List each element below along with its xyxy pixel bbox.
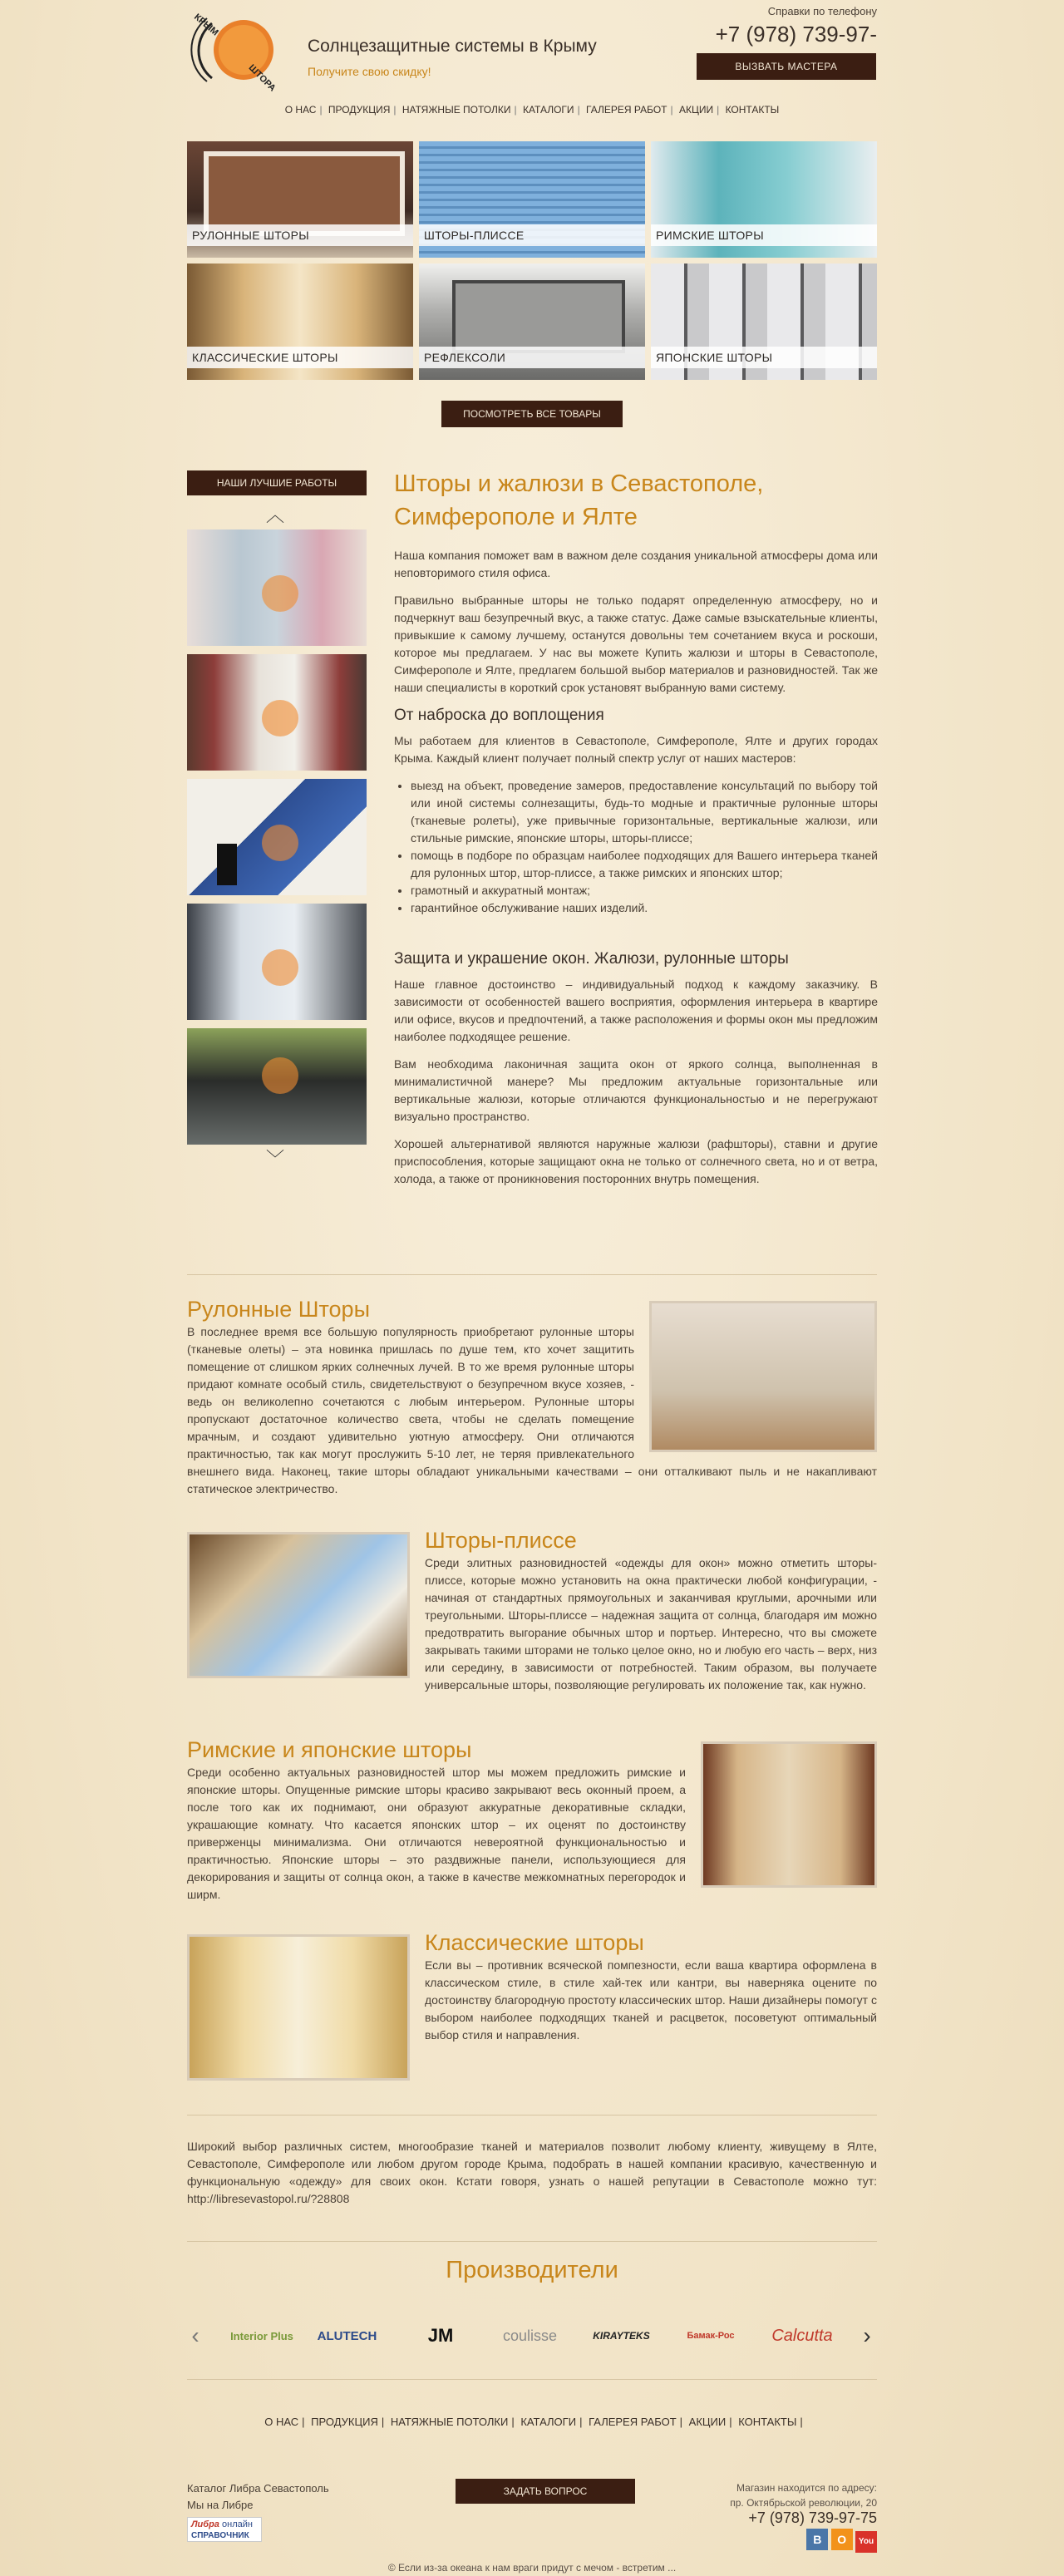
- footer-phone[interactable]: +7 (978) 739-97-75: [748, 2510, 877, 2526]
- header-phone[interactable]: +7 (978) 739-97-: [715, 22, 877, 47]
- logo[interactable]: [187, 12, 287, 94]
- paragraph: Хорошей альтернативой являются наружные жалюзи (рафшторы), ставни и другие приспособления, которые защищают окна не только от солнечного света, но и от ветра, холода, а также от проникновения посторонних внутрь помещения.: [394, 1137, 878, 1185]
- help-label: Справки по телефону: [767, 5, 877, 17]
- section-classic: [187, 1930, 877, 2087]
- plisse-image: [187, 1532, 410, 1678]
- libra-badge-name: Либра: [191, 2519, 219, 2529]
- brands-carousel: [187, 2319, 877, 2352]
- product-label: КЛАССИЧЕСКИЕ ШТОРЫ: [192, 351, 338, 364]
- main-content: [394, 467, 878, 1198]
- nav-about[interactable]: О НАС: [284, 104, 317, 116]
- libra-badge-sub: СПРАВОЧНИК: [191, 2531, 249, 2540]
- gallery-thumb[interactable]: [187, 654, 367, 771]
- brand-logo[interactable]: KIRAYTEKS: [593, 2330, 650, 2342]
- libre-paragraph: [187, 2138, 877, 2208]
- best-works-title: НАШИ ЛУЧШИЕ РАБОТЫ: [187, 470, 367, 495]
- roller-title: Рулонные Шторы: [187, 1297, 370, 1322]
- product-tile-japanese[interactable]: [651, 264, 877, 380]
- main-heading: Шторы и жалюзи в Севастополе, Симферополе и Ялте: [394, 470, 764, 530]
- libre-link[interactable]: http://libresevastopol.ru/?28808: [187, 2192, 350, 2205]
- product-tile-roller[interactable]: [187, 141, 413, 258]
- product-label: РЕФЛЕКСОЛИ: [424, 351, 506, 364]
- site-title: Солнцезащитные системы в Крыму: [308, 37, 597, 56]
- product-label: РИМСКИЕ ШТОРЫ: [656, 229, 764, 242]
- footer-nav-promo[interactable]: АКЦИИ: [688, 2416, 727, 2428]
- gallery-thumb[interactable]: [187, 779, 367, 895]
- product-tile-roman[interactable]: [651, 141, 877, 258]
- social-icons: [730, 2529, 877, 2553]
- section-roller: [187, 1297, 877, 1498]
- product-tile-reflexol[interactable]: [419, 264, 645, 380]
- product-label: ЯПОНСКИЕ ШТОРЫ: [656, 351, 773, 364]
- divider: [187, 2379, 877, 2380]
- footer-nav: О НАС | ПРОДУКЦИЯ | НАТЯЖНЫЕ ПОТОЛКИ | КАТАЛОГИ | ГАЛЕРЕЯ РАБОТ | АКЦИИ | КОНТАКТЫ |: [0, 2416, 1064, 2428]
- paragraph: Вам необходима лаконичная защита окон от яркого солнца, выполненная в минималистичной манере? Мы предложим актуальные горизонтальные или вертикальные жалюзи, которые отличаются функциональностью и не перегружают визуально пространство.: [394, 1057, 878, 1123]
- footer-nav-catalogs[interactable]: КАТАЛОГИ: [520, 2416, 577, 2428]
- footer-links: [187, 2480, 329, 2542]
- plisse-title: Шторы-плиссе: [425, 1528, 577, 1553]
- classic-image: [187, 1934, 410, 2081]
- section-roman: [187, 1737, 877, 1904]
- paragraph: Наше главное достоинство – индивидуальный подход к каждому заказчику. В зависимости от особенностей вашего восприятия, оформления интерьера в квартире или офисе, вкусов и предпочтений, а также расположения и формы окон мы предложим наиболее подходящее решение.: [394, 978, 878, 1043]
- ask-question-button[interactable]: ЗАДАТЬ ВОПРОС: [456, 2479, 635, 2504]
- list-item: • гарантийное обслуживание наших изделий.: [411, 899, 878, 917]
- brand-logo[interactable]: ALUTECH: [317, 2328, 377, 2343]
- brand-logo[interactable]: JM: [427, 2325, 454, 2346]
- roman-text: Среди особенно актуальных разновидностей штор мы можем предложить римские и японские шторы. Опущенные римские шторы красиво закрывают весь оконный проем, а после того как их поднимают, они образуют аккуратные декоративные складки, украшающие комнату. Что касается японских штор – их оценят по достоинству приверженцы минимализма. Они отличаются невероятной функциональностью и практичностью. Японские шторы – это раздвижные панели, использующиеся для декорирования и защиты от солнца окон, а также в качестве межкомнатных перегородок и ширм.: [187, 1766, 686, 1901]
- section-heading: Защита и украшение окон. Жалюзи, рулонные шторы: [394, 950, 789, 968]
- divider: [187, 1274, 877, 1275]
- logo-text-side: ШТОРА: [246, 62, 278, 94]
- libra-badge-online: онлайн: [222, 2519, 253, 2529]
- brand-logo[interactable]: Calcutta: [771, 2326, 833, 2345]
- roller-image: [649, 1301, 877, 1452]
- brands-prev-arrow[interactable]: ‹: [191, 2322, 200, 2348]
- manufacturers-title: Производители: [446, 2257, 618, 2283]
- call-master-button[interactable]: ВЫЗВАТЬ МАСТЕРА: [697, 53, 876, 80]
- youtube-icon[interactable]: You: [855, 2531, 877, 2553]
- section-plisse: [187, 1528, 877, 1694]
- brand-logo[interactable]: coulisse: [502, 2327, 558, 2344]
- gallery-thumb[interactable]: [187, 1028, 367, 1145]
- vk-icon[interactable]: В: [806, 2529, 828, 2550]
- product-label: РУЛОННЫЕ ШТОРЫ: [192, 229, 309, 242]
- discount-link[interactable]: Получите свою скидку!: [308, 65, 431, 78]
- libre-text: Широкий выбор различных систем, многообразие тканей и материалов позволит любому клиенту, живущему в Ялте, Севастополе, Симферополе или любом другом городе Крыма, подобрать в нашей компании красивую, качественную и функциональную «одежду» для своих окон. Кстати говоря, узнать о нашей репутации в Севастополе можно тут:: [187, 2140, 877, 2188]
- address-label: Магазин находится по адресу:: [736, 2482, 877, 2494]
- libra-badge[interactable]: [187, 2517, 262, 2542]
- nav-contacts[interactable]: КОНТАКТЫ: [725, 104, 780, 116]
- view-all-button[interactable]: ПОСМОТРЕТЬ ВСЕ ТОВАРЫ: [441, 401, 623, 427]
- top-nav: О НАС | ПРОДУКЦИЯ | НАТЯЖНЫЕ ПОТОЛКИ | КАТАЛОГИ | ГАЛЕРЕЯ РАБОТ | АКЦИИ | КОНТАКТЫ: [0, 104, 1064, 116]
- nav-gallery[interactable]: ГАЛЕРЕЯ РАБОТ: [586, 104, 667, 116]
- plisse-text: Среди элитных разновидностей «одежды для окон» можно отметить шторы-плиссе, которые можно установить на окна практически любой конфигурации, - начиная от стандартных прямоугольных и заканчивая круглыми, арочными или треугольными. Шторы-плиссе – надежная защита от солнца, благодаря им можно предотвратить выгорание обычных штор и портьер. Интересно, что вы сможете закрывать такими шторами не только целое окно, но и любую его часть – верх, низ или середину, в зависимости от потребностей. Таким образом, вы получаете универсальные шторы, позволяющие регулировать их положение так, как нужно.: [425, 1556, 877, 1692]
- footer-contacts: [730, 2480, 877, 2553]
- carousel-down-arrow[interactable]: ﹀: [266, 1149, 285, 1170]
- divider: [187, 2241, 877, 2242]
- services-list: [394, 777, 878, 917]
- nav-ceilings[interactable]: НАТЯЖНЫЕ ПОТОЛКИ: [401, 104, 511, 116]
- footer-nav-ceilings[interactable]: НАТЯЖНЫЕ ПОТОЛКИ: [390, 2416, 509, 2428]
- gallery-thumb[interactable]: [187, 529, 367, 646]
- brands-next-arrow[interactable]: ›: [863, 2322, 871, 2348]
- section-heading: От наброска до воплощения: [394, 707, 604, 724]
- paragraph: Мы работаем для клиентов в Севастополе, Симферополе, Ялте и других городах Крыма. Каждый клиент получает полный спектр услуг от наших мастеров:: [394, 734, 878, 765]
- nav-catalogs[interactable]: КАТАЛОГИ: [522, 104, 574, 116]
- intro-paragraph: Наша компания поможет вам в важном деле создания уникальной атмосферы дома или неповторимого стиля офиса.: [394, 549, 878, 579]
- product-tile-plisse[interactable]: [419, 141, 645, 258]
- product-grid: [187, 141, 877, 380]
- address: пр. Октябрьской революции, 20: [730, 2497, 877, 2509]
- classic-title: Классические шторы: [425, 1930, 644, 1955]
- product-label: ШТОРЫ-ПЛИССЕ: [424, 229, 525, 242]
- classic-text: Если вы – противник всяческой помпезности, если ваша квартира оформлена в классическом стиле, в стиле хай-тек или кантри, вы наверняка оцените по достоинству благородную простоту классических штор. Наши дизайнеры помогут с выбором наиболее подходящих тканей и расцветок, посоветуют оптимальный выбор стиля и направления.: [425, 1958, 877, 2042]
- catalog-link[interactable]: Каталог Либра Севастополь: [187, 2482, 329, 2495]
- nav-products[interactable]: ПРОДУКЦИЯ: [328, 104, 391, 116]
- product-tile-classic[interactable]: [187, 264, 413, 380]
- nav-promo[interactable]: АКЦИИ: [678, 104, 714, 116]
- roman-title: Римские и японские шторы: [187, 1737, 472, 1762]
- footer-nav-about[interactable]: О НАС: [264, 2416, 299, 2428]
- carousel-up-arrow[interactable]: ︿: [266, 505, 285, 525]
- odnoklassniki-icon[interactable]: О: [831, 2529, 853, 2550]
- roman-image: [701, 1741, 877, 1888]
- brand-logo[interactable]: Interior Plus: [230, 2329, 293, 2342]
- list-item: • грамотный и аккуратный монтаж;: [411, 882, 878, 899]
- footer-nav-products[interactable]: ПРОДУКЦИЯ: [311, 2416, 378, 2428]
- list-item: • выезд на объект, проведение замеров, предоставление консультаций по выбору той или иной системы солнезащиты, будь-то модные и практичные рулонные шторы (тканевые ролеты), уже привычные горизонтальные, вертикальные жалюзи, или стильные римские, японские шторы, шторы-плиссе;: [411, 777, 878, 847]
- copyright: © Если из-за океана к нам враги придут с мечом - встретим ...: [387, 2562, 677, 2574]
- footer-nav-gallery[interactable]: ГАЛЕРЕЯ РАБОТ: [589, 2416, 677, 2428]
- logo-text-top: КРЫМ: [192, 12, 220, 38]
- libra-link[interactable]: Мы на Либре: [187, 2499, 254, 2511]
- gallery-thumb[interactable]: [187, 904, 367, 1020]
- brand-logo[interactable]: Бамак-Рос: [687, 2331, 735, 2341]
- paragraph: Правильно выбранные шторы не только подарят определенную атмосферу, но и подчеркнут ваш безупречный вкус, а также статус. Даже самые взыскательные клиенты, привыкшие к самому лучшему, останутся довольны тем сочетанием вкуса и роскоши, которое мы предлагаем. У нас вы можете Купить жалюзи и шторы в Севастополе, Симферополе и Ялте, предлагем большой выбор материалов и разновидностей. Так же наши специалисты в короткий срок установят выбранную вами систему.: [394, 594, 878, 694]
- roller-text: В последнее время все большую популярность приобретают рулонные шторы (тканевые олеты) – эта новинка пришлась по душе тем, кто хочет защитить помещение от слишком ярких солнечных лучей. В то же время рулонные шторы придают комнате особый стиль, свидетельствуют о безупречном вкусе хозяев, - ведь он великолепно сочетаются с любым интерьером. Рулонные шторы пропускают достаточное количество света, чтобы не сделать помещение мрачным, и создают удивительно уютную атмосферу. Они отличаются практичностью, так как могут прослужить 5-10 лет, не теряя привлекательного внешнего вида. Наконец, такие шторы обладают уникальными качествами – они отталкивают пыль и не накапливают статическое электричество.: [187, 1325, 877, 1495]
- footer-nav-contacts[interactable]: КОНТАКТЫ: [738, 2416, 797, 2428]
- list-item: • помощь в подборе по образцам наиболее подходящих для Вашего интерьера тканей для рулонных штор, штор-плиссе, а также римских и японских штор;: [411, 847, 878, 882]
